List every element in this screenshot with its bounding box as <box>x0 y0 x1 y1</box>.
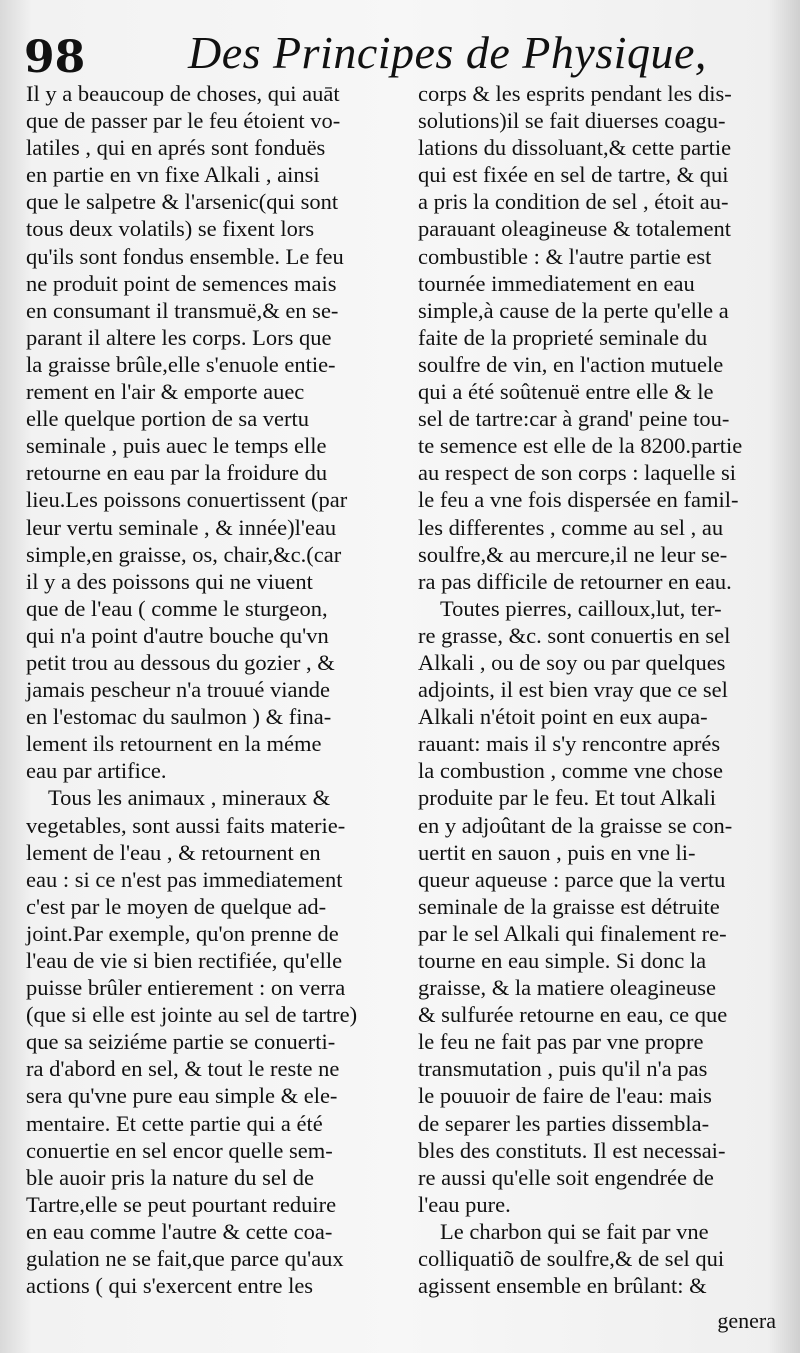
text-line: en l'estomac du saulmon ) & fina- <box>26 704 332 730</box>
text-line: Toutes pierres, cailloux,lut, ter- <box>440 595 722 621</box>
text-line: lement de l'eau , & retournent en <box>26 839 321 865</box>
text-line: que de passer par le feu étoient vo- <box>26 108 341 134</box>
text-line: parant il altere les corps. Lors que <box>26 324 332 350</box>
text-line: gulation ne se fait,que parce qu'aux <box>26 1246 344 1272</box>
text-line: seminale de la graisse est détruite <box>418 893 720 919</box>
text-line: en consumant il transmuë,& en se- <box>26 297 339 323</box>
text-line: bles des constituts. Il est necessai- <box>418 1137 726 1163</box>
text-line: tournée immediatement en eau <box>418 270 695 296</box>
text-line: les differentes , comme au sel , au <box>418 514 724 540</box>
text-line: joint.Par exemple, qu'on prenne de <box>26 920 339 946</box>
text-line: parauant oleagineuse & totalement <box>418 216 732 242</box>
text-line: combustible : & l'autre partie est <box>418 243 712 269</box>
text-line: l'eau de vie si bien rectifiée, qu'elle <box>26 948 343 973</box>
text-line: sel de tartre:car à grand' peine tou- <box>418 406 730 432</box>
text-line: Tartre,elle se peut pourtant reduire <box>26 1191 337 1217</box>
text-line: l'eau pure. <box>418 1191 511 1217</box>
text-line: conuertie en sel encor quelle sem- <box>26 1137 333 1163</box>
text-line: ble auoir pris la nature du sel de <box>26 1164 315 1190</box>
text-line: ra d'abord en sel, & tout le reste ne <box>26 1056 340 1082</box>
text-line: re aussi qu'elle soit engendrée de <box>418 1164 714 1190</box>
text-line: qu'ils sont fondus ensemble. Le feu <box>26 243 344 269</box>
text-line: qui est fixée en sel de tartre, & qui <box>418 162 729 188</box>
text-line: jamais pescheur n'a trouué viande <box>26 677 330 703</box>
text-line: produite par le feu. Et tout Alkali <box>418 785 717 811</box>
text-line: & sulfurée retourne en eau, ce que <box>418 1002 728 1028</box>
text-line: Alkali , ou de soy ou par quelques <box>418 649 726 675</box>
text-line: puisse brûler entierement : on verra <box>26 975 346 1001</box>
text-line: transmutation , puis qu'il n'a pas <box>418 1056 708 1082</box>
text-line: colliquatiõ de soulfre,& de sel qui <box>418 1246 725 1272</box>
text-line: lement ils retournent en la méme <box>26 731 322 757</box>
text-line: uertit en sauon , puis en vne li- <box>418 839 696 865</box>
text-line: eau : si ce n'est pas immediatement <box>26 866 343 892</box>
text-line: Le charbon qui se fait par vne <box>440 1218 709 1244</box>
text-line: le feu a vne fois dispersée en famil- <box>418 487 739 513</box>
text-line: retourne en eau par la froidure du <box>26 460 328 486</box>
text-line: re grasse, &c. sont conuertis en sel <box>418 622 731 648</box>
text-line: la graisse brûle,elle s'enuole entie- <box>26 351 336 377</box>
text-line: qui a été soûtenuë entre elle & le <box>418 379 714 405</box>
text-line: seminale , puis auec le temps elle <box>26 433 327 459</box>
text-line: (que si elle est jointe au sel de tartre) <box>26 1002 358 1028</box>
text-line: que de l'eau ( comme le sturgeon, <box>26 595 328 621</box>
text-line: le feu ne fait pas par vne propre <box>418 1029 704 1055</box>
text-line: de separer les parties dissembla- <box>418 1110 710 1136</box>
running-title: Des Principes de Physique, <box>188 27 707 78</box>
text-line: queur aqueuse : parce que la vertu <box>418 866 726 892</box>
text-line: qui n'a point d'autre bouche qu'vn <box>26 622 329 648</box>
text-line: simple,en graisse, os, chair,&c.(car <box>26 541 342 567</box>
left-text-column <box>26 80 398 1299</box>
text-line: la combustion , comme vne chose <box>418 758 723 784</box>
text-line: vegetables, sont aussi faits materie- <box>26 812 346 838</box>
text-line: a pris la condition de sel , étoit au- <box>418 189 729 215</box>
text-line: soulfre de vin, en l'action mutuele <box>418 351 724 377</box>
text-line: graisse, & la matiere oleagineuse <box>418 975 717 1001</box>
text-line: latiles , qui en aprés sont fonduës <box>26 135 326 161</box>
text-line: le pouuoir de faire de l'eau: mais <box>418 1083 712 1109</box>
text-line: rement en l'air & emporte auec <box>26 379 305 405</box>
text-line: faite de la proprieté seminale du <box>418 324 708 350</box>
text-line: solutions)il se fait diuerses coagu- <box>418 108 726 134</box>
text-line: en eau comme l'autre & cette coa- <box>26 1218 333 1244</box>
text-line: corps & les esprits pendant les dis- <box>418 81 732 106</box>
text-line: que sa seiziéme partie se conuerti- <box>26 1029 336 1055</box>
text-line: en partie en vn fixe Alkali , ainsi <box>26 162 320 188</box>
text-line: mentaire. Et cette partie qui a été <box>26 1110 323 1136</box>
text-line: agissent ensemble en brûlant: & <box>418 1273 707 1299</box>
text-line: en y adjoûtant de la graisse se con- <box>418 812 733 838</box>
text-line: leur vertu seminale , & innée)l'eau <box>26 514 337 540</box>
text-line: lieu.Les poissons conuertissent (par <box>26 487 348 513</box>
text-line: Tous les animaux , mineraux & <box>48 785 331 811</box>
text-line: au respect de son corps : laquelle si <box>418 460 737 486</box>
page-number: 98 <box>24 32 86 83</box>
text-line: petit trou au dessous du gozier , & <box>26 649 335 675</box>
text-line: eau par artifice. <box>26 758 167 784</box>
page-header <box>18 26 788 86</box>
text-line: c'est par le moyen de quelque ad- <box>26 893 327 919</box>
text-line: sera qu'vne pure eau simple & ele- <box>26 1083 338 1109</box>
text-line: tous deux volatils) se fixent lors <box>26 216 315 242</box>
text-line: par le sel Alkali qui finalement re- <box>418 920 727 946</box>
text-line: tourne en eau simple. Si donc la <box>418 948 707 973</box>
text-line: que le salpetre & l'arsenic(qui sont <box>26 189 339 215</box>
text-line: ne produit point de semences mais <box>26 270 337 296</box>
text-line: soulfre,& au mercure,il ne leur se- <box>418 541 728 567</box>
text-line: elle quelque portion de sa vertu <box>26 406 310 432</box>
text-line: lations du dissoluant,& cette partie <box>418 135 732 161</box>
text-line: te semence est elle de la 8200.partie <box>418 433 743 459</box>
text-line: adjoints, il est bien vray que ce sel <box>418 677 728 703</box>
text-line: actions ( qui s'exercent entre les <box>26 1273 314 1299</box>
text-line: simple,à cause de la perte qu'elle a <box>418 297 729 323</box>
text-line: Il y a beaucoup de choses, qui auāt <box>26 81 340 106</box>
text-line: il y a des poissons qui ne viuent <box>26 568 313 594</box>
text-line: Alkali n'étoit point en eux aupa- <box>418 704 708 730</box>
right-text-column <box>418 80 778 1299</box>
text-line: ra pas difficile de retourner en eau. <box>418 568 732 594</box>
catchword: genera <box>717 1308 776 1333</box>
text-line: rauant: mais il s'y rencontre aprés <box>418 731 721 757</box>
